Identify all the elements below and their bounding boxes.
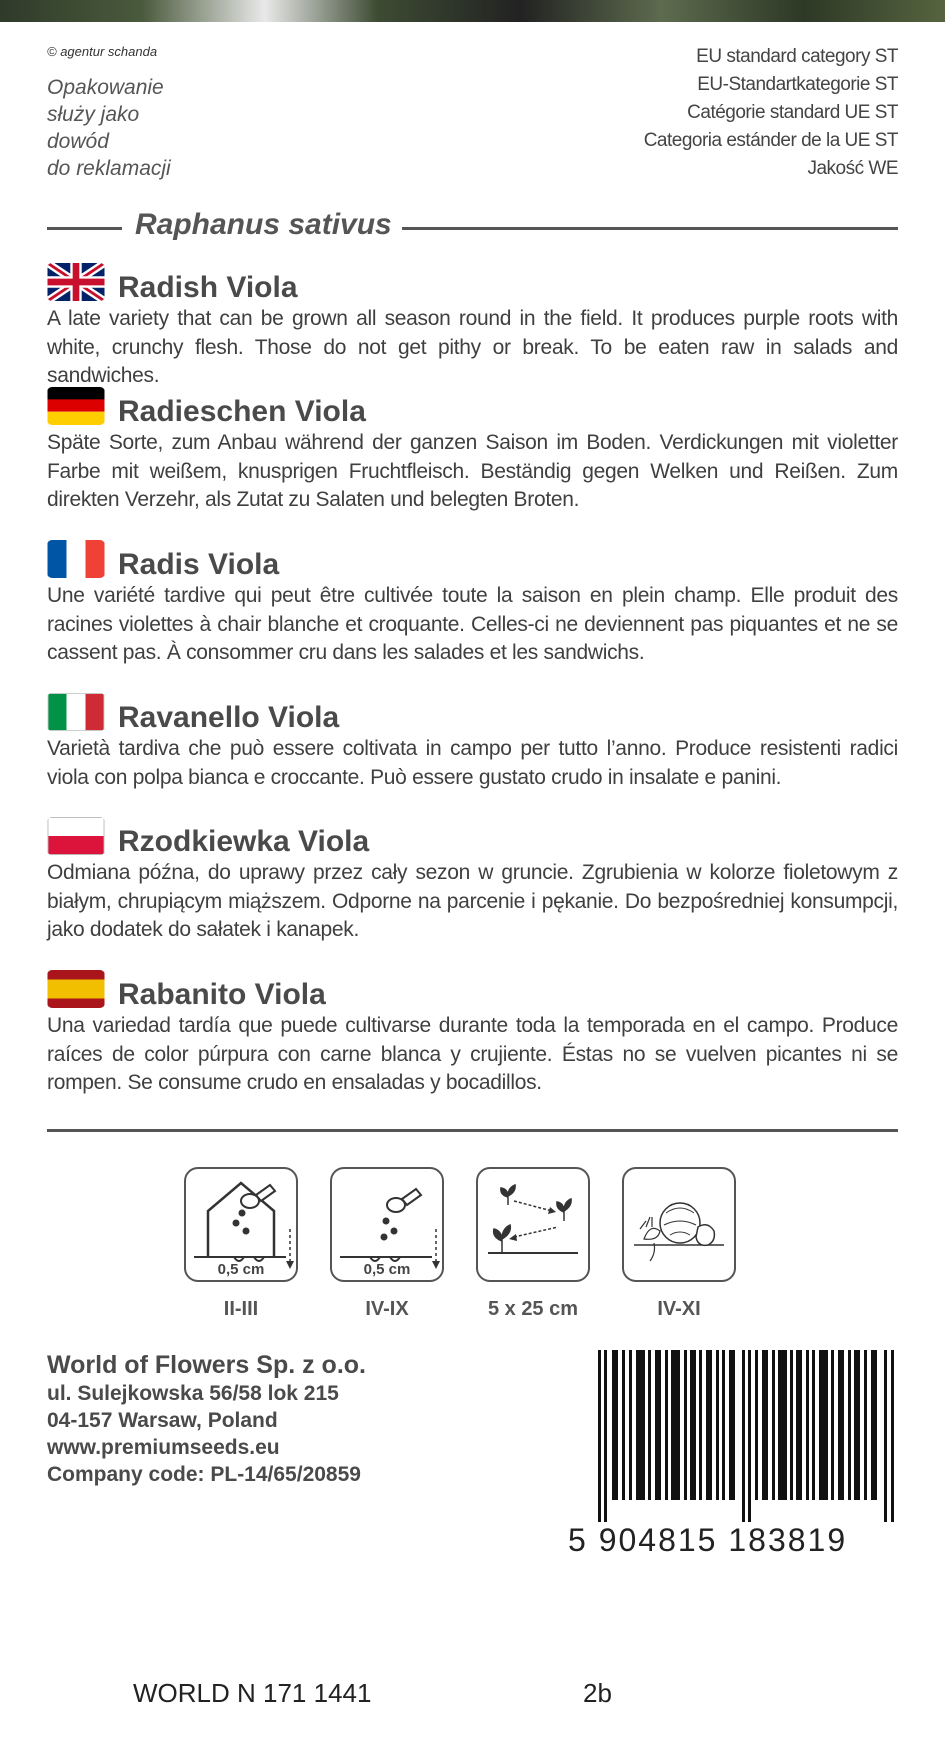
barcode-number: 5 904815 183819 — [568, 1522, 848, 1558]
company-code: Company code: PL-14/65/20859 — [47, 1463, 361, 1486]
eu-category-line: Jakość WE — [807, 158, 898, 179]
company-website: www.premiumseeds.eu — [47, 1436, 280, 1459]
language-section-es — [47, 970, 898, 1098]
complaint-note — [47, 74, 171, 182]
company-street: ul. Sulejkowska 56/58 lok 215 — [47, 1382, 339, 1405]
eu-category-line: Catégorie standard UE ST — [687, 102, 898, 123]
outdoor-sowing-icon — [330, 1167, 444, 1282]
sowing-depth-label: 0,5 cm — [217, 1261, 265, 1278]
spain-flag-icon — [47, 970, 105, 1008]
france-flag-icon — [47, 540, 105, 578]
variety-title: Rabanito Viola — [118, 978, 326, 1011]
variety-title: Radieschen Viola — [118, 395, 366, 428]
print-code: WORLD N 171 1441 — [133, 1678, 372, 1708]
language-section-pl — [47, 817, 898, 945]
company-city: 04-157 Warsaw, Poland — [47, 1409, 278, 1432]
language-section-fr — [47, 540, 898, 668]
icon-caption: II-III — [223, 1298, 259, 1320]
icon-caption: IV-XI — [657, 1298, 701, 1320]
language-section-en — [47, 263, 898, 391]
language-section-de — [47, 387, 898, 515]
divider-left — [47, 227, 122, 230]
header-photo-strip — [0, 0, 945, 22]
company-info — [47, 1350, 366, 1488]
complaint-line: służy jako — [47, 103, 140, 126]
variety-description: Varietà tardiva che può essere coltivata in campo per tutto l’anno. Produce resistenti radici viola con polpa bianca e croccante. Può essere gustato crudo in insalate e panini. — [47, 737, 898, 789]
harvest-icon — [622, 1167, 736, 1282]
complaint-line: Opakowanie — [47, 76, 164, 99]
germany-flag-icon — [47, 387, 105, 425]
poland-flag-icon — [47, 817, 105, 855]
variety-description: A late variety that can be grown all season round in the field. It produces purple roots with white, crunchy flesh. Those do not get pithy or break. To be eaten raw in salads and sandwiches. — [47, 307, 898, 387]
sowing-depth-label: 0,5 cm — [363, 1261, 411, 1278]
eu-category-line: EU standard category ST — [696, 46, 898, 67]
variety-title: Radis Viola — [118, 548, 280, 581]
icon-caption: 5 x 25 cm — [487, 1298, 579, 1320]
company-name: World of Flowers Sp. z o.o. — [47, 1351, 366, 1379]
plant-spacing-icon — [476, 1167, 590, 1282]
copyright-notice: © agentur schanda — [47, 44, 158, 59]
barcode — [598, 1350, 898, 1522]
variety-title: Ravanello Viola — [118, 701, 340, 734]
latin-name-row — [47, 208, 898, 248]
variety-description: Une variété tardive qui peut être cultivée toute la saison en plein champ. Elle produit des racines violettes à chair blanche et croquante. Celles-ci ne deviennent pas piquantes et ne se cassent pas. À consommer cru dans les salades et les sandwichs. — [47, 584, 898, 664]
variety-description: Una variedad tardía que puede cultivarse durante toda la temporada en el campo. Produce raíces de color púrpura con carne blanca y crujiente. Éstas no se vuelven picantes ni se rompen. Se consume crudo en ensaladas y bocadillos. — [47, 1014, 898, 1094]
print-side: 2b — [583, 1678, 612, 1708]
variety-description: Späte Sorte, zum Anbau während der ganzen Saison im Boden. Verdickungen mit violetter Farbe mit weißem, knusprigen Fruchtfleisch. Beständig gegen Welken und Reißen. Zum direkten Verzehr, als Zutat zu Salaten und belegten Broten. — [47, 431, 898, 511]
section-divider — [47, 1129, 898, 1132]
variety-description: Odmiana późna, do uprawy przez cały sezon w gruncie. Zgrubienia w kolorze fioletowym z białym, chrupiącym miąższem. Odporne na parcenie i pękanie. Do bezpośredniej konsumpcji, jako dodatek do sałatek i kanapek. — [47, 861, 898, 941]
divider-right — [402, 227, 898, 230]
complaint-line: dowód — [47, 130, 109, 153]
eu-category-line: EU-Standartkategorie ST — [697, 74, 898, 95]
complaint-line: do reklamacji — [47, 157, 171, 180]
variety-title: Radish Viola — [118, 271, 298, 304]
icon-caption: IV-IX — [365, 1298, 409, 1320]
eu-category-list — [644, 43, 898, 183]
uk-flag-icon — [47, 263, 105, 301]
latin-name: Raphanus sativus — [135, 208, 392, 241]
variety-title: Rzodkiewka Viola — [118, 825, 370, 858]
eu-category-line: Categoria estánder de la UE ST — [643, 130, 898, 151]
language-section-it — [47, 693, 898, 792]
greenhouse-sowing-icon — [184, 1167, 298, 1282]
italy-flag-icon — [47, 693, 105, 731]
